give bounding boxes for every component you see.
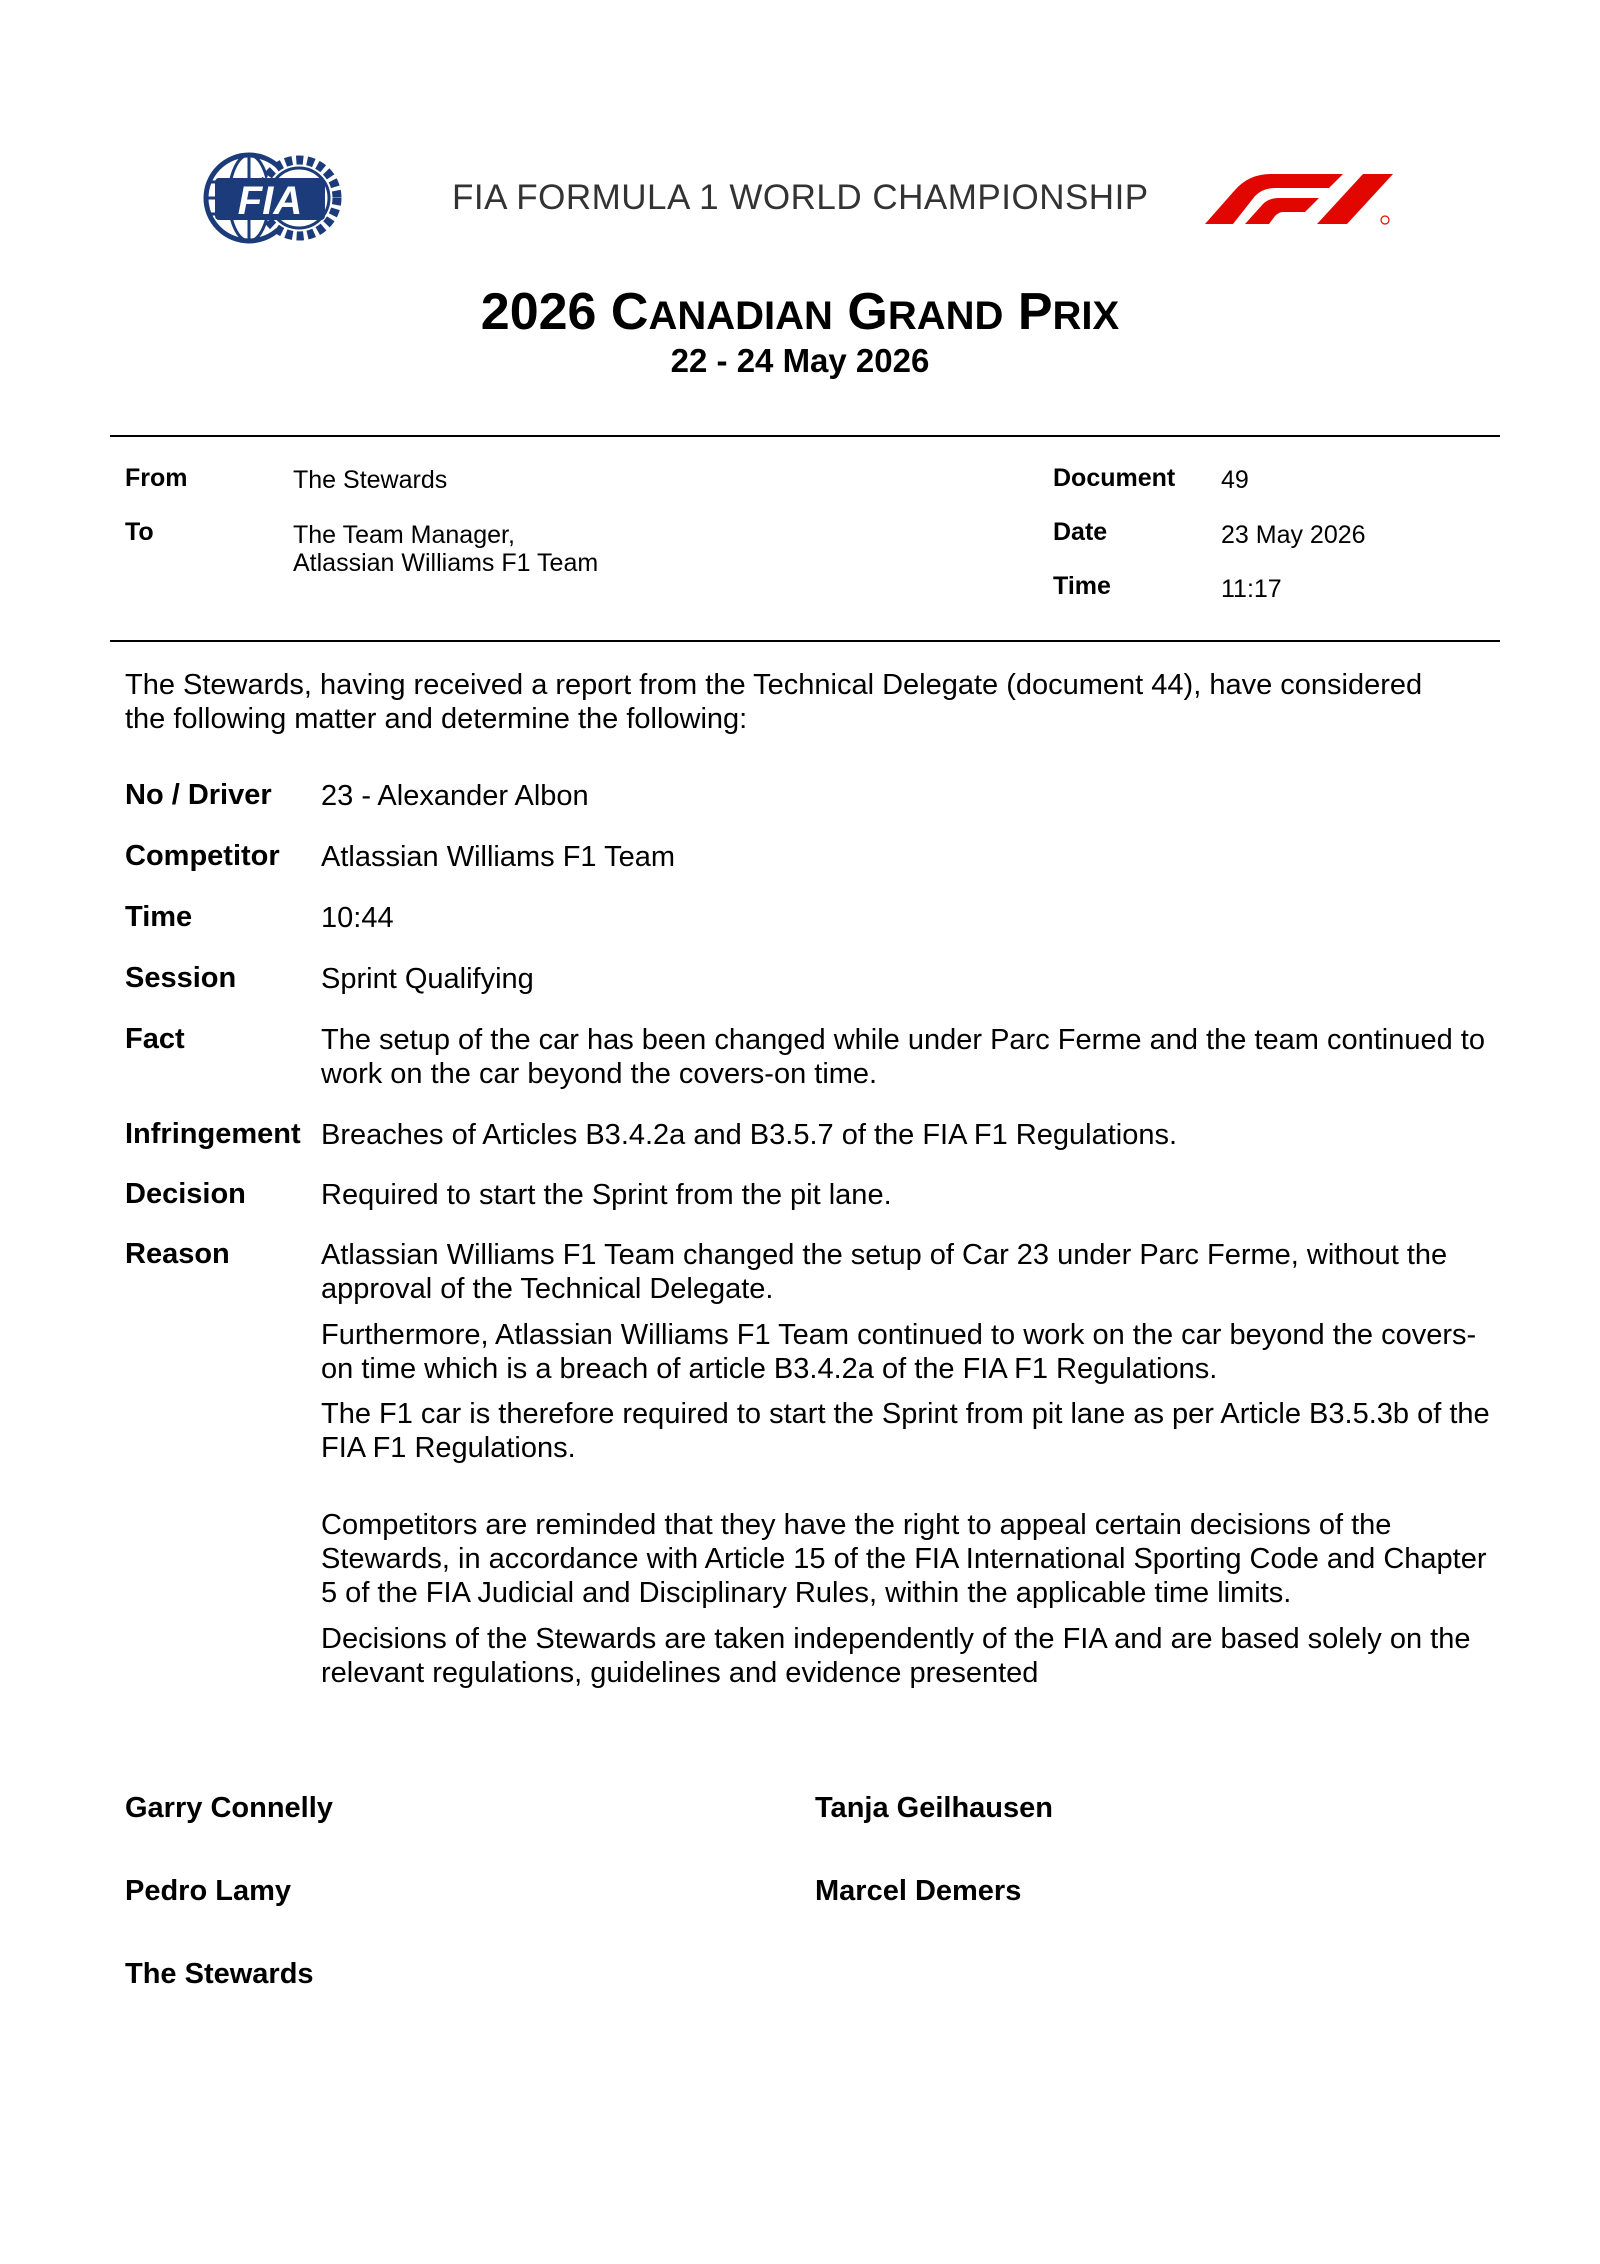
reason-paragraph-3: The F1 car is therefore required to start the Sprint from pit lane as per Article B3.5.3b of the FIA F1 Regulations. (321, 1398, 1490, 1464)
steward-name: Pedro Lamy (125, 1875, 291, 1907)
driver-label: No / Driver (125, 779, 272, 811)
f1-logo (1205, 168, 1401, 226)
event-dates: 22 - 24 May 2026 (670, 342, 930, 379)
reason-label: Reason (125, 1238, 230, 1270)
event-title-word-3-initial: P (1017, 283, 1053, 341)
header-divider-bottom (110, 640, 1500, 642)
event-title-word-1-initial: C (610, 283, 649, 341)
event-title-word-2-rest: RAND (887, 294, 1004, 338)
to-value-line-2: Atlassian Williams F1 Team (293, 549, 599, 577)
from-value: The Stewards (293, 466, 448, 494)
session-value: Sprint Qualifying (321, 963, 534, 995)
competitor-value: Atlassian Williams F1 Team (321, 841, 676, 873)
decision-label: Decision (125, 1178, 246, 1210)
independence-notice: Decisions of the Stewards are taken independently of the FIA and are based solely on the relevant regulations, guidelines and evidence presented (321, 1623, 1471, 1689)
to-value (293, 521, 598, 577)
date-value: 23 May 2026 (1221, 521, 1366, 549)
championship-name: FIA FORMULA 1 WORLD CHAMPIONSHIP (452, 178, 1149, 217)
signature-footer: The Stewards (125, 1958, 314, 1990)
from-label: From (125, 464, 188, 492)
steward-name: Marcel Demers (815, 1875, 1022, 1907)
event-title (0, 282, 1600, 342)
header-divider-top (110, 435, 1500, 437)
steward-name: Tanja Geilhausen (815, 1792, 1053, 1824)
document-label: Document (1053, 464, 1176, 492)
event-year: 2026 (480, 283, 597, 341)
to-value-line-1: The Team Manager, (293, 521, 515, 549)
infringement-label: Infringement (125, 1118, 301, 1150)
event-title-word-1-rest: ANADIAN (648, 294, 833, 338)
event-title-word-3-rest: RIX (1052, 294, 1120, 338)
fact-label: Fact (125, 1023, 185, 1055)
infringement-value: Breaches of Articles B3.4.2a and B3.5.7 of the FIA F1 Regulations. (321, 1119, 1178, 1151)
decision-value: Required to start the Sprint from the pit lane. (321, 1179, 892, 1211)
incident-time-value: 10:44 (321, 902, 394, 934)
fact-value: The setup of the car has been changed while under Parc Ferme and the team continued to work on the car beyond the covers-on time. (321, 1024, 1485, 1090)
competitor-label: Competitor (125, 840, 280, 872)
fia-logo (203, 150, 343, 246)
document-number: 49 (1221, 466, 1249, 494)
reason-paragraph-1: Atlassian Williams F1 Team changed the setup of Car 23 under Parc Ferme, without the approval of the Technical Delegate. (321, 1239, 1448, 1305)
time-value: 11:17 (1221, 575, 1282, 603)
incident-time-label: Time (125, 901, 193, 933)
date-label: Date (1053, 518, 1108, 546)
driver-value: 23 - Alexander Albon (321, 780, 589, 812)
svg-text:FIA: FIA (237, 179, 303, 223)
time-label: Time (1053, 572, 1111, 600)
appeal-notice: Competitors are reminded that they have the right to appeal certain decisions of the Stewards, in accordance with Article 15 of the FIA International Sporting Code and Chapter 5 of the FIA Judicial and Disciplinary Rules, within the applicable time limits. (321, 1509, 1487, 1609)
event-title-word-2-initial: G (847, 283, 888, 341)
intro-paragraph: The Stewards, having received a report from the Technical Delegate (document 44), have considered the following matter and determine the following: (125, 669, 1423, 735)
reason-paragraph-2: Furthermore, Atlassian Williams F1 Team continued to work on the car beyond the covers-on time which is a breach of article B3.4.2a of the FIA F1 Regulations. (321, 1319, 1477, 1385)
steward-name: Garry Connelly (125, 1792, 333, 1824)
to-label: To (125, 518, 154, 546)
session-label: Session (125, 962, 237, 994)
